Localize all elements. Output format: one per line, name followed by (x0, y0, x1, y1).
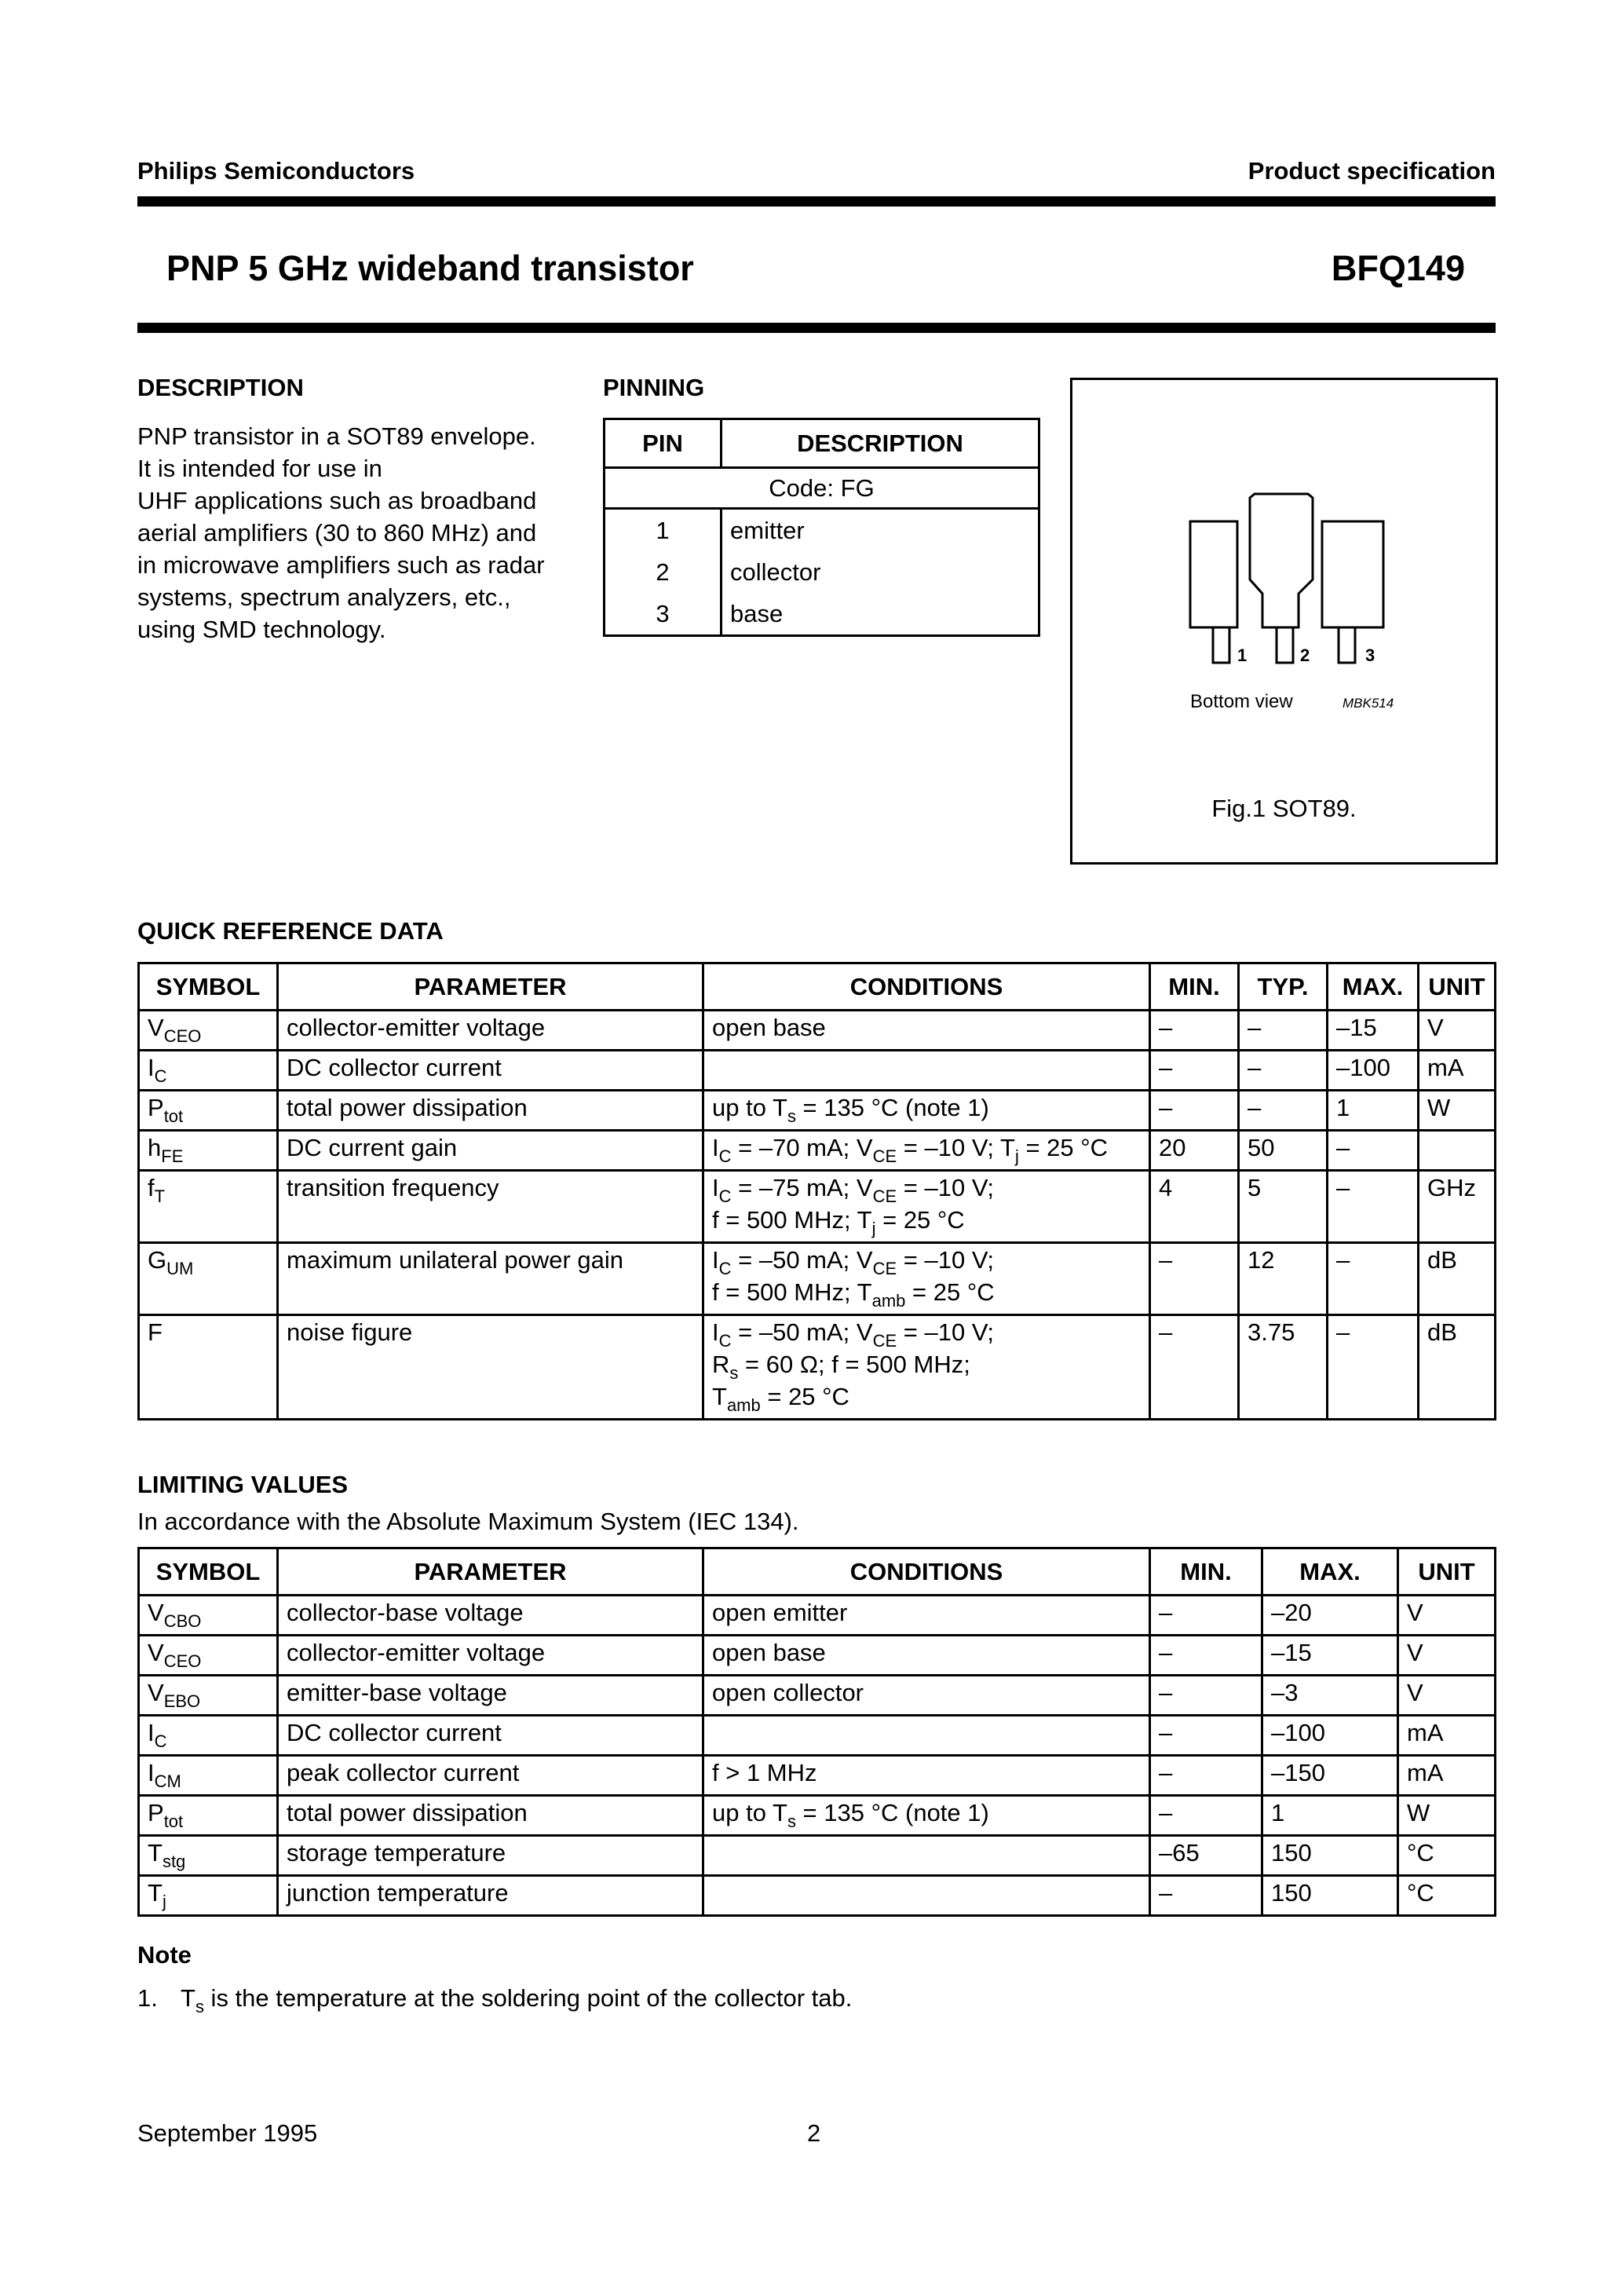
lv-parameter: total power dissipation (278, 1796, 703, 1836)
qr-conditions (703, 1315, 1150, 1420)
description-line: PNP transistor in a SOT89 envelope. (137, 422, 536, 450)
quick-reference-table (137, 962, 1496, 1420)
qr-symbol: $I_C$ (139, 1051, 278, 1091)
qr-max: – (1328, 1131, 1419, 1171)
lv-symbol: $T_j$ (139, 1876, 278, 1916)
note-text: $T_s$ is the temperature at the soldering point of the collector tab. (181, 1984, 853, 2016)
qr-max: – (1328, 1243, 1419, 1315)
qr-typ: 3.75 (1239, 1315, 1328, 1420)
qr-unit: mA (1419, 1051, 1496, 1091)
pin-number: 2 (605, 551, 721, 594)
lv-unit: °C (1398, 1836, 1496, 1876)
lv-parameter: collector-emitter voltage (278, 1636, 703, 1676)
pinning-table (603, 418, 1040, 637)
figure-box (1070, 378, 1498, 865)
description-line: using SMD technology. (137, 616, 386, 643)
lv-unit: V (1398, 1636, 1496, 1676)
note-number: 1. (137, 1984, 158, 2012)
qr-condition-line: $I_C = -70$ mA; $V_{CE} = -10$ V; $T_j = 25$ °C (712, 1134, 1109, 1166)
pinning-code: Code: FG (605, 468, 1039, 509)
lv-col-min: MIN. (1150, 1548, 1262, 1596)
qr-parameter: collector-emitter voltage (278, 1011, 703, 1051)
lv-min: – (1150, 1876, 1262, 1916)
qr-row (139, 1243, 1496, 1315)
lv-max: –20 (1262, 1596, 1398, 1636)
company-name: Philips Semiconductors (137, 157, 415, 185)
lv-unit: mA (1398, 1716, 1496, 1756)
lv-col-conditions: CONDITIONS (703, 1548, 1150, 1596)
lv-conditions: open collector (703, 1676, 1150, 1716)
lv-row (139, 1636, 1496, 1676)
lv-parameter: DC collector current (278, 1716, 703, 1756)
pinning-col-description: DESCRIPTION (721, 419, 1039, 468)
lv-row (139, 1676, 1496, 1716)
description-line: It is intended for use in (137, 455, 382, 482)
lv-max: –150 (1262, 1756, 1398, 1796)
quick-reference-heading: QUICK REFERENCE DATA (137, 917, 444, 945)
qr-row (139, 1011, 1496, 1051)
lv-min: – (1150, 1676, 1262, 1716)
lv-col-unit: UNIT (1398, 1548, 1496, 1596)
note-item (137, 1982, 852, 2014)
qr-parameter: DC collector current (278, 1051, 703, 1091)
lv-row (139, 1756, 1496, 1796)
pin-row (605, 509, 1039, 551)
description-line: UHF applications such as broadband (137, 487, 537, 514)
lv-row (139, 1596, 1496, 1636)
sot89-package-drawing (1072, 380, 1496, 862)
lv-max: –15 (1262, 1636, 1398, 1676)
qr-typ: – (1239, 1011, 1328, 1051)
qr-typ: – (1239, 1051, 1328, 1091)
qr-condition-line: open base (712, 1014, 826, 1041)
pin-number: 1 (605, 509, 721, 551)
pin-row (605, 551, 1039, 594)
qr-condition-line: f = 500 MHz; $T_{amb} = 25$ °C (712, 1278, 995, 1311)
lv-col-symbol: SYMBOL (139, 1548, 278, 1596)
lv-unit: W (1398, 1796, 1496, 1836)
package-left-body (1190, 521, 1237, 627)
qr-min: 20 (1150, 1131, 1239, 1171)
note-list (137, 1982, 852, 2014)
qr-col-parameter: PARAMETER (278, 963, 703, 1011)
figure-code: MBK514 (1343, 696, 1394, 711)
lv-conditions (703, 1716, 1150, 1756)
qr-min: – (1150, 1243, 1239, 1315)
qr-symbol: $V_{CEO}$ (139, 1011, 278, 1051)
qr-col-conditions: CONDITIONS (703, 963, 1150, 1011)
lv-min: –65 (1150, 1836, 1262, 1876)
qr-symbol: F (139, 1315, 278, 1420)
lv-parameter: emitter-base voltage (278, 1676, 703, 1716)
pin-1-label: 1 (1237, 645, 1248, 665)
lv-min: – (1150, 1636, 1262, 1676)
lv-parameter: peak collector current (278, 1756, 703, 1796)
qr-row (139, 1091, 1496, 1131)
lv-min: – (1150, 1756, 1262, 1796)
document-type: Product specification (1248, 157, 1496, 185)
pin-3-lead (1339, 627, 1355, 663)
lv-symbol: $V_{CBO}$ (139, 1596, 278, 1636)
lv-symbol: $P_{tot}$ (139, 1796, 278, 1836)
qr-min: – (1150, 1011, 1239, 1051)
description-line: in microwave amplifiers such as radar (137, 551, 545, 579)
pin-2-label: 2 (1300, 645, 1310, 665)
qr-min: – (1150, 1051, 1239, 1091)
lv-max: –3 (1262, 1676, 1398, 1716)
lv-conditions (703, 1876, 1150, 1916)
qr-parameter: DC current gain (278, 1131, 703, 1171)
qr-col-max: MAX. (1328, 963, 1419, 1011)
lv-unit: V (1398, 1676, 1496, 1716)
description-line: systems, spectrum analyzers, etc., (137, 583, 511, 611)
lv-min: – (1150, 1596, 1262, 1636)
description-heading: DESCRIPTION (137, 374, 304, 401)
lv-col-parameter: PARAMETER (278, 1548, 703, 1596)
qr-col-typ: TYP. (1239, 963, 1328, 1011)
lv-unit: V (1398, 1596, 1496, 1636)
page-number: 2 (807, 2119, 821, 2147)
qr-conditions (703, 1171, 1150, 1243)
qr-row (139, 1171, 1496, 1243)
lv-parameter: storage temperature (278, 1836, 703, 1876)
page-title: PNP 5 GHz wideband transistor (166, 248, 694, 288)
lv-min: – (1150, 1796, 1262, 1836)
lv-max: 1 (1262, 1796, 1398, 1836)
lv-col-max: MAX. (1262, 1548, 1398, 1596)
qr-typ: 5 (1239, 1171, 1328, 1243)
qr-condition-line: f = 500 MHz; $T_j = 25$ °C (712, 1206, 965, 1238)
footer-date: September 1995 (137, 2119, 318, 2147)
pin-2-lead (1277, 627, 1293, 663)
qr-col-symbol: SYMBOL (139, 963, 278, 1011)
pinning-heading: PINNING (603, 374, 705, 401)
pin-row (605, 594, 1039, 636)
collector-tab (1250, 494, 1313, 627)
qr-max: – (1328, 1315, 1419, 1420)
qr-parameter: noise figure (278, 1315, 703, 1420)
lv-parameter: collector-base voltage (278, 1596, 703, 1636)
limiting-values-table (137, 1547, 1496, 1917)
lv-conditions: f > 1 MHz (703, 1756, 1150, 1796)
lv-max: 150 (1262, 1876, 1398, 1916)
qr-condition-line: $T_{amb} = 25$ °C (712, 1383, 849, 1415)
part-number: BFQ149 (1331, 248, 1465, 288)
qr-unit: dB (1419, 1315, 1496, 1420)
lv-symbol: $T_{stg}$ (139, 1836, 278, 1876)
pin-description: collector (721, 551, 1039, 594)
qr-typ: – (1239, 1091, 1328, 1131)
pin-1-lead (1213, 627, 1229, 663)
pin-description: emitter (721, 509, 1039, 551)
lv-conditions: open emitter (703, 1596, 1150, 1636)
pin-description: base (721, 594, 1039, 636)
lv-conditions: open base (703, 1636, 1150, 1676)
qr-condition-line: $R_s = 60$ Ω; f = 500 MHz; (712, 1351, 970, 1383)
qr-max: –15 (1328, 1011, 1419, 1051)
figure-caption: Fig.1 SOT89. (1211, 795, 1357, 822)
qr-symbol: $h_{FE}$ (139, 1131, 278, 1171)
qr-parameter: transition frequency (278, 1171, 703, 1243)
qr-symbol: $G_{UM}$ (139, 1243, 278, 1315)
qr-condition-line: $I_C = -50$ mA; $V_{CE} = -10$ V; (712, 1318, 994, 1351)
qr-col-min: MIN. (1150, 963, 1239, 1011)
qr-conditions (703, 1091, 1150, 1131)
lv-row (139, 1716, 1496, 1756)
qr-symbol: $f_T$ (139, 1171, 278, 1243)
lv-conditions (703, 1836, 1150, 1876)
description-line: aerial amplifiers (30 to 860 MHz) and (137, 519, 537, 547)
note-heading: Note (137, 1941, 192, 1969)
qr-conditions (703, 1011, 1150, 1051)
qr-typ: 12 (1239, 1243, 1328, 1315)
lv-symbol: $I_{CM}$ (139, 1756, 278, 1796)
pin-3-label: 3 (1365, 645, 1375, 665)
lv-row (139, 1796, 1496, 1836)
lv-symbol: $V_{EBO}$ (139, 1676, 278, 1716)
qr-unit (1419, 1131, 1496, 1171)
qr-conditions (703, 1051, 1150, 1091)
lv-unit: °C (1398, 1876, 1496, 1916)
pinning-col-pin: PIN (605, 419, 721, 468)
lv-max: 150 (1262, 1836, 1398, 1876)
description-text (137, 420, 545, 645)
qr-unit: V (1419, 1011, 1496, 1051)
lv-unit: mA (1398, 1756, 1496, 1796)
header-rule (137, 196, 1496, 207)
qr-min: – (1150, 1315, 1239, 1420)
qr-conditions (703, 1131, 1150, 1171)
qr-col-unit: UNIT (1419, 963, 1496, 1011)
pin-number: 3 (605, 594, 721, 636)
qr-typ: 50 (1239, 1131, 1328, 1171)
qr-condition-line: up to $T_s = 135$ °C (note 1) (712, 1094, 989, 1126)
qr-symbol: $P_{tot}$ (139, 1091, 278, 1131)
qr-min: – (1150, 1091, 1239, 1131)
title-rule (137, 323, 1496, 333)
lv-symbol: $V_{CEO}$ (139, 1636, 278, 1676)
qr-max: –100 (1328, 1051, 1419, 1091)
lv-parameter: junction temperature (278, 1876, 703, 1916)
qr-max: – (1328, 1171, 1419, 1243)
bottom-view-label: Bottom view (1190, 691, 1293, 712)
limiting-values-intro: In accordance with the Absolute Maximum System (IEC 134). (137, 1508, 799, 1535)
package-right-body (1322, 521, 1383, 627)
lv-min: – (1150, 1716, 1262, 1756)
qr-condition-line: $I_C = -75$ mA; $V_{CE} = -10$ V; (712, 1174, 994, 1206)
qr-unit: W (1419, 1091, 1496, 1131)
qr-min: 4 (1150, 1171, 1239, 1243)
qr-conditions (703, 1243, 1150, 1315)
lv-max: –100 (1262, 1716, 1398, 1756)
lv-symbol: $I_C$ (139, 1716, 278, 1756)
qr-condition-line: $I_C = -50$ mA; $V_{CE} = -10$ V; (712, 1246, 994, 1278)
lv-row (139, 1876, 1496, 1916)
qr-max: 1 (1328, 1091, 1419, 1131)
qr-row (139, 1131, 1496, 1171)
limiting-values-heading: LIMITING VALUES (137, 1471, 349, 1498)
qr-row (139, 1051, 1496, 1091)
qr-unit: dB (1419, 1243, 1496, 1315)
lv-row (139, 1836, 1496, 1876)
qr-parameter: total power dissipation (278, 1091, 703, 1131)
qr-unit: GHz (1419, 1171, 1496, 1243)
qr-parameter: maximum unilateral power gain (278, 1243, 703, 1315)
lv-conditions: up to $T_s = 135$ °C (note 1) (703, 1796, 1150, 1836)
qr-row (139, 1315, 1496, 1420)
